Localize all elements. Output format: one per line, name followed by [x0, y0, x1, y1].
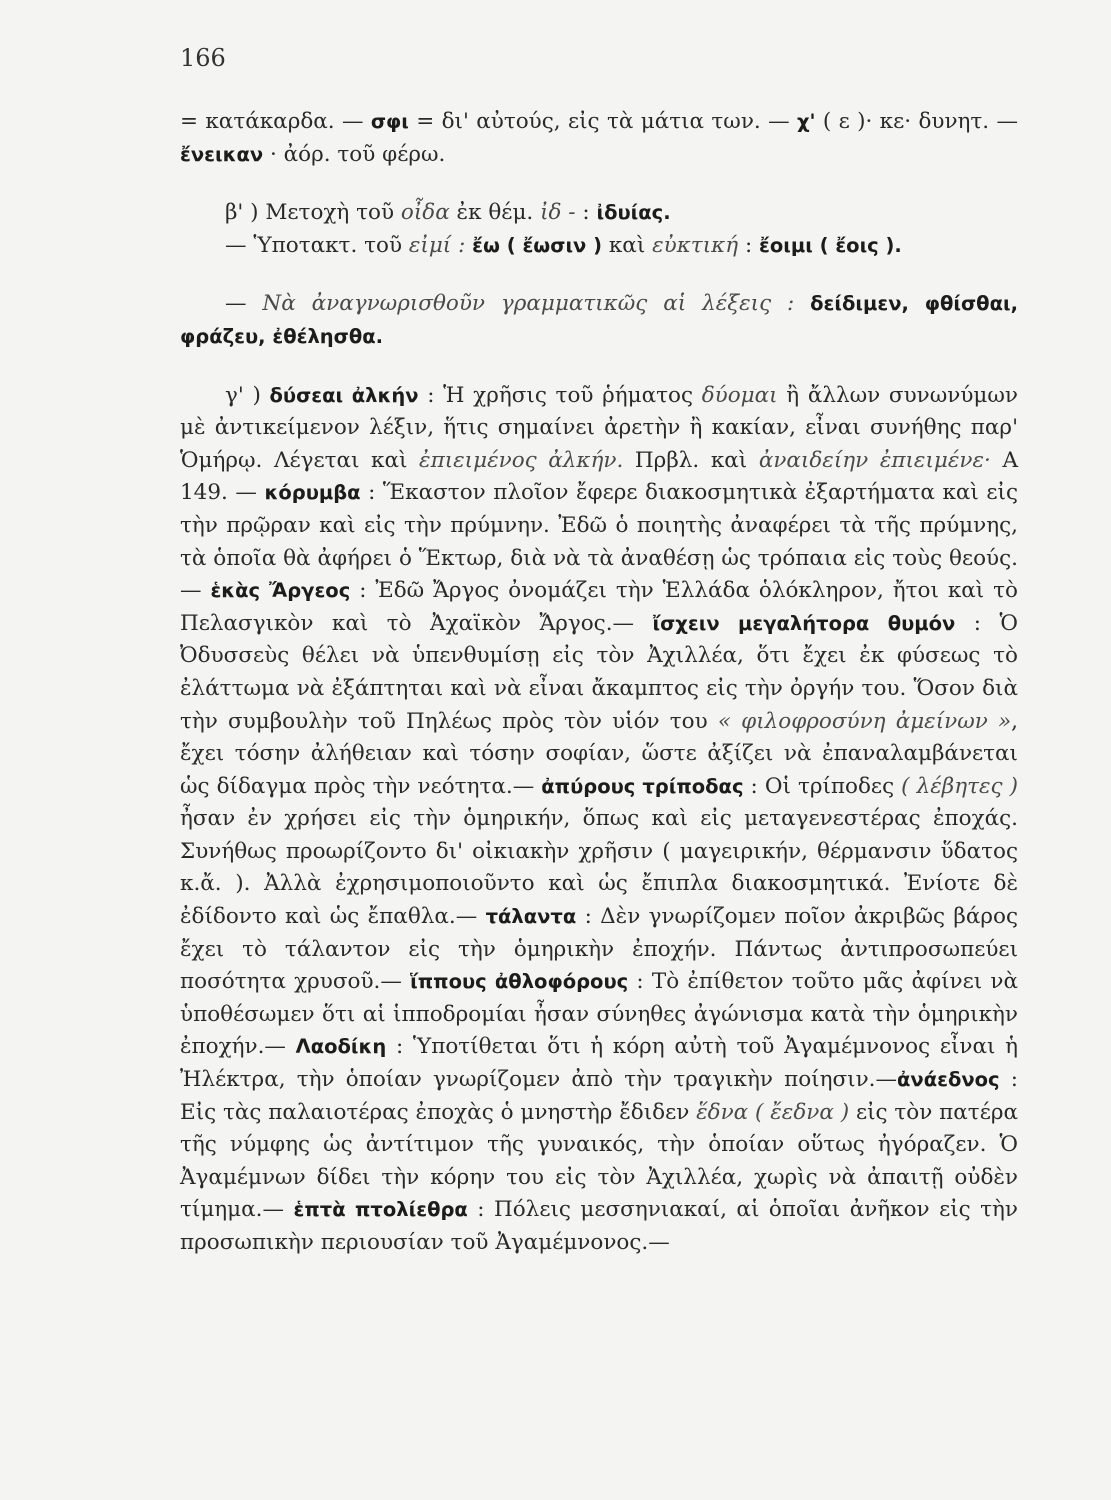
headword: ἰδυίας.: [596, 201, 671, 225]
headword: ἔοιμι ( ἔοις ).: [759, 233, 902, 257]
headword: ἵππους ἀθλοφόρους: [410, 970, 629, 994]
paragraph-commentary: [180, 380, 1018, 1260]
text-run: : Εἰς τὰς παλαιοτέρας ἐποχὰς ὁ μνηστὴρ ἔδιδεν: [180, 1067, 1019, 1125]
text-run: = δι' αὐτούς, εἰς τὰ μάτια των. —: [408, 109, 797, 134]
text-run: ἢ ἄλλων συνωνύμων μὲ ἀντικείμενον λέξιν, ἥτις σημαίνει ἀρετὴν ἢ κακίαν, εἶναι συνήθης παρ' Ὁμήρῳ. Λέγεται καὶ: [180, 382, 1018, 473]
text-run: — Ὑποτακτ. τοῦ: [225, 232, 409, 258]
text-run: : Ἐδῶ Ἄργος ὀνομάζει τὴν Ἑλλάδα ὁλόκληρον, ἤτοι καὶ τὸ Πελασγικὸν καὶ τὸ Ἀχαϊκὸν Ἄργος.—: [180, 578, 1018, 636]
text-run: γ' ): [225, 382, 270, 408]
headword: ἀνάεδνος: [897, 1068, 1000, 1092]
headword: ἔω ( ἔωσιν ): [472, 233, 603, 257]
text-run: : Ἡ χρῆσις τοῦ ῥήματος: [418, 382, 702, 408]
text-run: Πρβλ. καὶ: [623, 447, 759, 473]
paragraph-exercise: [180, 288, 1018, 353]
text-run: Α 149. —: [180, 447, 1018, 506]
italic-term: εὐκτική: [652, 232, 739, 258]
text-run: καὶ: [602, 232, 653, 258]
text-run: , ἔχει τόσην ἀλήθειαν καὶ τόσην σοφίαν, ὥστε ἀξίζει νὰ ἐπαναλαμβάνεται ὡς δίδαγμα πρὸς τὴν νεότητα.—: [180, 708, 1018, 799]
text-run: · ἀόρ. τοῦ φέρω.: [263, 141, 446, 167]
text-run: εἰς τὸν πατέρα τῆς νύμφης ὡς ἀντίτιμον τῆς γυναικός, τὴν ὁποίαν οὕτως ἠγόραζεν. Ὁ Ἀγαμέμνων δίδει τὴν κόρην του εἰς τὸν Ἀχιλλέα, χωρὶς νὰ ἀπαιτῇ οὐδὲν τίμημα.—: [180, 1099, 1018, 1223]
italic-term: « φιλοφροσύνη ἀμείνων »: [717, 708, 1012, 734]
headword: ἑκὰς Ἄργεος: [210, 579, 351, 603]
text-run: ἐκ θέμ.: [449, 200, 541, 226]
text-run: : Δὲν γνωρίζομεν ποῖον ἀκριβῶς βάρος ἔχει τὸ τάλαντον εἰς τὴν ὁμηρικὴν ἐποχήν. Πάντως ἀντιπροσωπεύει ποσότητα χρυσοῦ.—: [180, 904, 1018, 995]
italic-term: ἰδ -: [540, 200, 576, 226]
headword: ἔνεικαν: [180, 142, 264, 166]
italic-term: οἶδα: [400, 200, 450, 226]
text-run: β' ) Μετοχὴ τοῦ: [225, 200, 401, 226]
paragraph-participle: [180, 197, 1018, 230]
headword: ἴσχειν μεγαλήτορα θυμόν: [652, 611, 956, 635]
headword: σφι: [370, 110, 409, 133]
headword: δείδιμεν, φθίσθαι, φράζευ, ἐθέλησθα.: [180, 292, 1018, 348]
italic-term: ἐπιειμένος ἀλκήν.: [419, 447, 624, 473]
text-run: : Πόλεις μεσσηνιακαί, αἱ ὁποῖαι ἀνῆκον εἰς τὴν προσωπικὴν περιουσίαν τοῦ Ἀγαμέμνονος.—: [180, 1197, 1018, 1255]
headword: ἀπύρους τρίποδας: [541, 774, 744, 798]
text-run: : Τὸ ἐπίθετον τοῦτο μᾶς ἀφίνει νὰ ὑποθέσωμεν ὅτι αἱ ἱπποδρομίαι ἦσαν σύνηθες ἀγώνισμα κατὰ τὴν ὁμηρικὴν ἐποχήν.—: [180, 969, 1018, 1060]
page-text: [180, 106, 1018, 1260]
headword: Λαοδίκη: [295, 1035, 387, 1059]
headword: ἑπτὰ πτολίεθρα: [293, 1198, 468, 1222]
text-run: :: [575, 200, 597, 226]
italic-term: ἕδνα ( ἔεδνα ): [696, 1099, 850, 1125]
text-run: ( ε )· κε· δυνητ. —: [815, 109, 1018, 134]
text-run: —: [225, 291, 263, 317]
page-number: 166: [180, 44, 226, 72]
italic-term: ἀναιδείην ἐπιειμένε·: [758, 447, 991, 473]
text-run: [794, 291, 810, 316]
paragraph-subjunctive: [180, 230, 1018, 263]
text-run: : Ὁ Ὀδυσσεὺς θέλει νὰ ὑπενθυμίσῃ εἰς τὸν Ἀχιλλέα, ὅτι ἔχει ἐκ φύσεως τὸ ἐλάττωμα νὰ ἐξάπτηται καὶ νὰ εἶναι ἄκαμπτος εἰς τὴν ὀργήν του. Ὅσον διὰ τὴν συμβουλὴν τοῦ Πηλέως πρὸς τὸν υἱόν του: [180, 610, 1018, 734]
italic-term: εἰμί :: [408, 232, 466, 258]
headword: δύσεαι ἀλκήν: [269, 383, 419, 407]
text-run: : Οἱ τρίποδες: [743, 773, 902, 799]
italic-term: δύομαι: [701, 382, 778, 408]
text-run: : Ὑποτίθεται ὅτι ἡ κόρη αὐτὴ τοῦ Ἀγαμέμνονος εἶναι ἡ Ἠλέκτρα, τὴν ὁποίαν γνωρίζομεν ἀπὸ τὴν τραγικὴν ποίησιν.—: [180, 1034, 1018, 1093]
text-run: = κατάκαρδα. —: [180, 109, 371, 134]
italic-term: Νὰ ἀναγνωρισθοῦν γραμματικῶς αἱ λέξεις :: [262, 291, 795, 317]
headword: κόρυμβα: [264, 481, 361, 505]
text-run: : Ἕκαστον πλοῖον ἔφερε διακοσμητικὰ ἐξαρτήματα καὶ εἰς τὴν πρῷραν καὶ εἰς τὴν πρύμνην. Ἐδῶ ὁ ποιητὴς ἀναφέρει τὰ τῆς πρύμνης, τὰ ὁποῖα θὰ ἀφήρει ὁ Ἕκτωρ, διὰ νὰ τὰ ἀναθέσῃ ὡς τρόπαια εἰς τοὺς θεούς.—: [180, 480, 1018, 604]
italic-term: ( λέβητες ): [901, 773, 1018, 799]
headword: χ': [796, 110, 816, 133]
headword: τάλαντα: [485, 905, 577, 929]
text-run: :: [738, 232, 760, 258]
paragraph-glosses: [180, 106, 1018, 171]
text-run: ἦσαν ἐν χρήσει εἰς τὴν ὁμηρικήν, ὅπως καὶ εἰς μεταγενεστέρας ἐποχάς. Συνήθως προωρίζοντο δι' οἰκιακὴν χρῆσιν ( μαγειρικήν, θέρμανσιν ὕδατος κ.ἄ. ). Ἀλλὰ ἐχρησιμοποιοῦντο καὶ ὡς ἔπιπλα διακοσμητικά. Ἐνίοτε δὲ ἐδίδοντο καὶ ὡς ἔπαθλα.—: [180, 806, 1018, 930]
